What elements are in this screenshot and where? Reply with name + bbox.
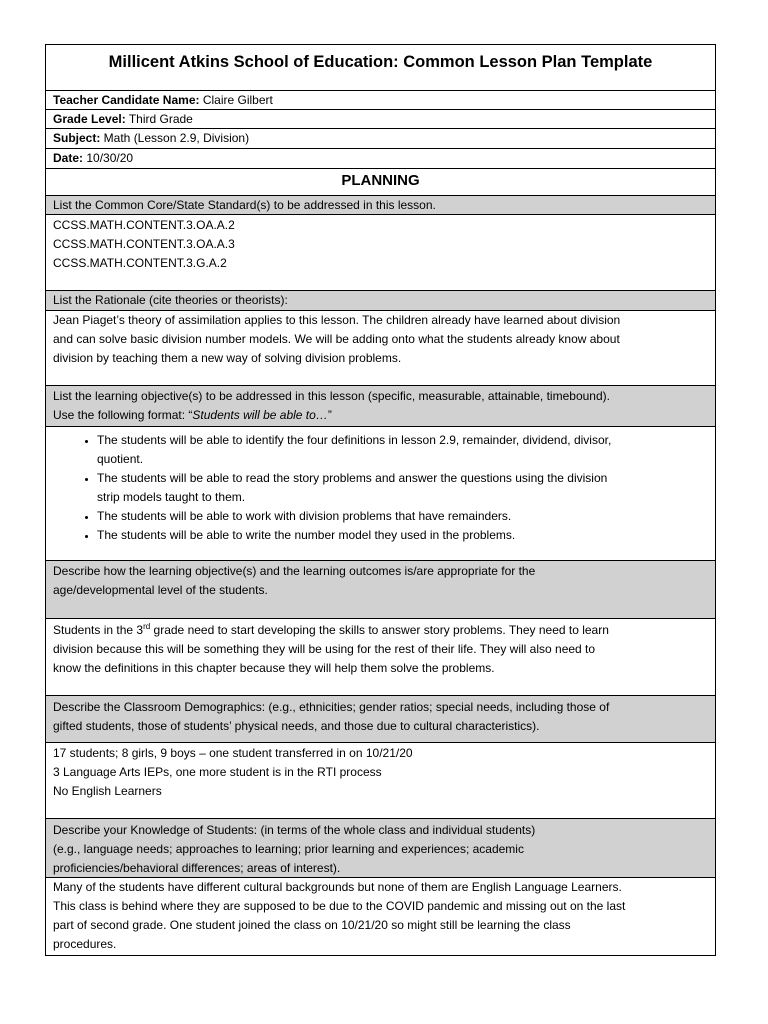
knowledge-prompt-line: Describe your Knowledge of Students: (in terms of the whole class and individual students) [53,823,536,837]
demographics-line: No English Learners [53,784,162,798]
objectives-list [53,431,708,545]
teacher-name-label: Teacher Candidate Name: [53,93,200,107]
planning-heading: PLANNING [341,172,420,189]
format-example: Students will be able to… [192,408,328,422]
form-title-row [45,44,716,91]
demographics-line: 3 Language Arts IEPs, one more student is in the RTI process [53,765,382,779]
objectives-prompt-row [45,385,716,427]
date-label: Date: [53,151,84,165]
date-value: 10/30/20 [83,151,134,165]
knowledge-line: This class is behind where they are supposed to be due to the COVID pandemic and missing out on the last [53,899,626,913]
form-title: Millicent Atkins School of Education: Common Lesson Plan Template [108,53,653,71]
standard-item: CCSS.MATH.CONTENT.3.OA.A.2 [53,218,235,232]
knowledge-prompt-line: proficiencies/behavioral differences; areas of interest). [53,861,341,875]
appropriateness-prompt-line: Describe how the learning objective(s) and the learning outcomes is/are appropriate for the [53,564,536,578]
demographics-prompt-line: gifted students, those of students’ physical needs, and those due to cultural characteristics). [53,719,540,733]
knowledge-line: part of second grade. One student joined the class on 10/21/20 so might still be learning the class [53,918,571,932]
date-row [45,148,716,169]
appropriateness-content-row [45,618,716,696]
objective-item: • The students will be able to work with division problems that have remainders. [97,507,708,526]
appropriateness-line: Students in the 3rd grade need to start developing the skills to answer story problems. They need to learn [53,622,609,637]
knowledge-content-row [45,877,716,956]
standards-prompt-row [45,195,716,215]
grade-level-label: Grade Level: [53,112,126,126]
appropriateness-line: division because this will be something they will be using for the rest of their life. They will also need to [53,642,596,656]
appropriateness-prompt-line: age/developmental level of the students. [53,583,268,597]
knowledge-prompt-line: (e.g., language needs; approaches to learning; prior learning and experiences; academic [53,842,524,856]
appropriateness-prompt-row [45,560,716,619]
rationale-line: and can solve basic division number models. We will be adding onto what the students already know about [53,332,620,346]
rationale-content-row [45,310,716,386]
rationale-prompt-row [45,290,716,311]
demographics-content-row [45,742,716,819]
objective-item: • The students will be able to identify the four definitions in lesson 2.9, remainder, dividend, divisor, quotient. [97,431,708,469]
objectives-prompt-line: List the learning objective(s) to be addressed in this lesson (specific, measurable, attainable, timebound). [53,389,610,403]
objective-item: • The students will be able to read the story problems and answer the questions using the division strip models taught to them. [97,469,708,507]
objective-item: • The students will be able to write the number model they used in the problems. [97,526,708,545]
grade-level-row [45,109,716,129]
demographics-line: 17 students; 8 girls, 9 boys – one student transferred in on 10/21/20 [53,746,413,760]
rationale-prompt: List the Rationale (cite theories or theorists): [53,293,288,307]
standards-content-row [45,214,716,291]
knowledge-line: procedures. [53,937,117,951]
standards-prompt: List the Common Core/State Standard(s) to be addressed in this lesson. [53,198,436,212]
standard-item: CCSS.MATH.CONTENT.3.OA.A.3 [53,237,235,251]
demographics-prompt-line: Describe the Classroom Demographics: (e.g., ethnicities; gender ratios; special needs, including those of [53,700,610,714]
demographics-prompt-row [45,695,716,743]
objectives-prompt-format: Use the following format: “Students will be able to…” [53,408,332,422]
subject-value: Math (Lesson 2.9, Division) [100,131,250,145]
subject-row [45,128,716,149]
grade-level-value: Third Grade [125,112,193,126]
teacher-name-row [45,90,716,110]
planning-heading-row [45,168,716,196]
standard-item: CCSS.MATH.CONTENT.3.G.A.2 [53,256,227,270]
knowledge-line: Many of the students have different cultural backgrounds but none of them are English Language Learners. [53,880,622,894]
teacher-name-value: Claire Gilbert [199,93,273,107]
subject-label: Subject: [53,131,101,145]
knowledge-prompt-row [45,818,716,878]
appropriateness-line: know the definitions in this chapter because they will help them solve the problems. [53,661,495,675]
objectives-content-row [45,426,716,561]
rationale-line: Jean Piaget’s theory of assimilation applies to this lesson. The children already have learned about division [53,313,621,327]
rationale-line: division by teaching them a new way of solving division problems. [53,351,402,365]
